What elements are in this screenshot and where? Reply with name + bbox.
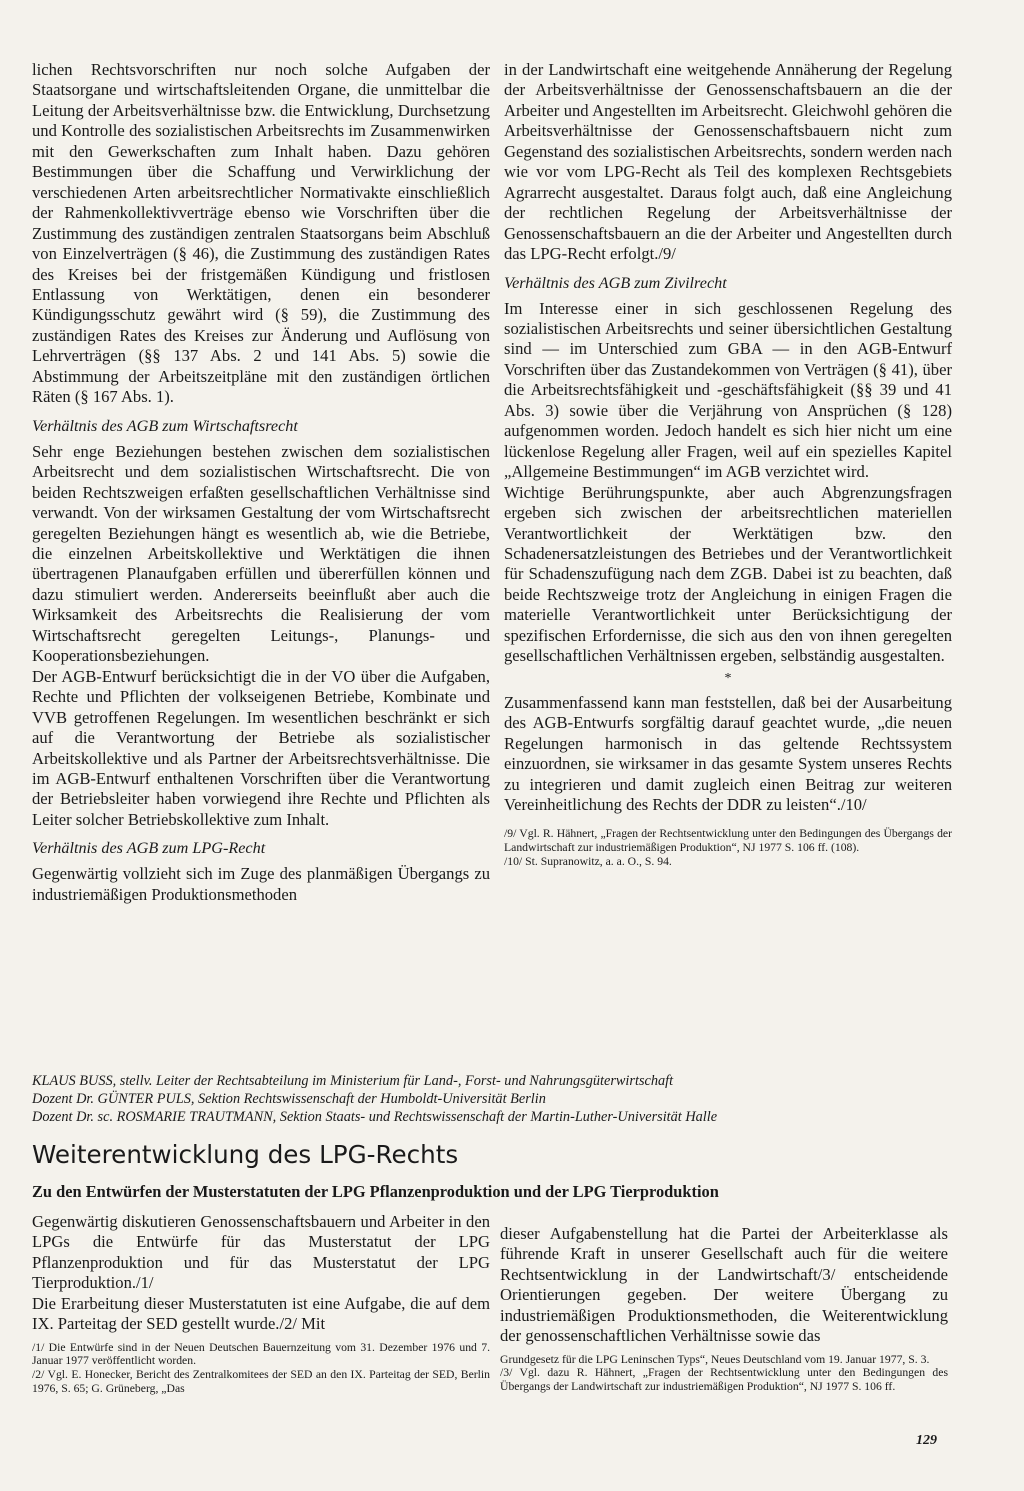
body-paragraph: in der Landwirtschaft eine weitgehende Annäherung der Regelung der Arbeitsverhältnisse der Genossenschaftsbauern an die der Arbeiter und Angestellten im Arbeitsrecht. Gleichwohl gehören die Arbeitsverhältnisse der Genossenschaftsbauern nicht zum Gegenstand des sozialistischen Arbeitsrechts, sondern werden nach wie vor vom LPG-Recht als Teil des komplexen Rechtsgebiets Agrarrecht ausgestaltet. Daraus folgt auch, daß eine Angleichung der rechtlichen Regelung der Arbeitsverhältnisse der Genossenschaftsbauern an die der Arbeiter und Angestellten durch das LPG-Recht erfolgt./9/ xyxy=(504,60,952,264)
author-line: KLAUS BUSS, stellv. Leiter der Rechtsabteilung im Ministerium für Land-, Forst- und Nahrungsgüterwirtschaft xyxy=(32,1073,674,1089)
page-number: 129 xyxy=(916,1433,937,1448)
top-right-column xyxy=(504,60,952,868)
footnote-9: /9/ Vgl. R. Hähnert, „Fragen der Rechtsentwicklung unter den Bedingungen des Übergangs der Landwirtschaft zur industriemäßigen Produktion“, NJ 1977 S. 106 ff. (108). xyxy=(504,827,952,854)
footnote-1: /1/ Die Entwürfe sind in der Neuen Deutschen Bauernzeitung vom 31. Dezember 1976 und 7. Januar 1977 veröffentlicht worden. xyxy=(32,1340,490,1368)
body-paragraph: Sehr enge Beziehungen bestehen zwischen dem sozialistischen Arbeitsrecht und dem sozialistischen Wirtschaftsrecht. Die von beiden Rechtszweigen erfaßten gesellschaftlichen Verhältnisse sind verwandt. Von der wirksamen Gestaltung der vom Wirtschaftsrecht geregelten Beziehungen hängt es wesentlich ab, wie die Betriebe, die einzelnen Arbeitskollektive und Werktätigen die ihnen übertragenen Planaufgaben erfüllen und übererfüllen können und dazu stimuliert werden. Andererseits beeinflußt aber auch die Wirksamkeit des Arbeitsrechts die Realisierung der vom Wirtschaftsrecht geregelten Leitungs-, Planungs- und Kooperationsbeziehungen. xyxy=(32,441,490,666)
article-subtitle: Zu den Entwürfen der Musterstatuten der LPG Pflanzenproduktion und der LPG Tierproduktion xyxy=(32,1182,719,1201)
body-paragraph: Gegenwärtig vollzieht sich im Zuge des planmäßigen Übergangs zu industriemäßigen Produktionsmethoden xyxy=(32,864,490,904)
article-title: Weiterentwicklung des LPG-Rechts xyxy=(32,1140,459,1169)
section-separator-star: * xyxy=(724,670,732,686)
body-paragraph: Die Erarbeitung dieser Musterstatuten ist eine Aufgabe, die auf dem IX. Parteitag der SED gestellt wurde./2/ Mit xyxy=(32,1293,490,1334)
top-left-column xyxy=(32,60,490,905)
author-line: Dozent Dr. sc. ROSMARIE TRAUTMANN, Sektion Staats- und Rechtswissenschaft der Martin-Luther-Universität Halle xyxy=(32,1109,718,1125)
footnotes xyxy=(500,1353,948,1394)
body-paragraph: Wichtige Berührungspunkte, aber auch Abgrenzungsfragen ergeben sich zwischen der arbeitsrechtlichen materiellen Verantwortlichkeit der Werktätigen bzw. den Schadenersatzleistungen des Betriebes und der Verantwortlichkeit für Schadenszufügung nach dem ZGB. Dabei ist zu beachten, daß beide Rechtszweige trotz der Angleichung in einigen Fragen die materielle Verantwortlichkeit unter Berücksichtigung der spezifischen Erfordernisse, die sich aus den von ihnen geregelten gesellschaftlichen Verhältnissen ergeben, selbständig ausgestalten. xyxy=(504,482,952,666)
section-heading-lpg-recht: Verhältnis des AGB zum LPG-Recht xyxy=(32,839,266,858)
author-list xyxy=(32,1072,992,1126)
body-paragraph: lichen Rechtsvorschriften nur noch solche Aufgaben der Staatsorgane und wirtschaftsleitenden Organe, die unmittelbar die Leitung der Arbeitsverhältnisse bzw. die Entwicklung, Durchsetzung und Kontrolle des sozialistischen Arbeitsrechts im Zusammenwirken mit den Gewerkschaften zum Inhalt haben. Dazu gehören Bestimmungen über die Schaffung und Verwirklichung der verschiedenen Arten arbeitsrechtlicher Normativakte einschließlich der Rahmenkollektivverträge ebenso wie Vorschriften über die Zustimmung des zuständigen zentralen Staatsorgans beim Abschluß von Einzelverträgen (§ 46), die Zustimmung des zuständigen Rates des Kreises bei der fristgemäßen Kündigung und fristlosen Entlassung von Werktätigen, denen ein besonderer Kündigungsschutz gewährt wird (§ 59), die Zustimmung des zuständigen Rates des Kreises zur Änderung und Auflösung von Lehrverträgen (§§ 137 Abs. 2 und 141 Abs. 5) sowie die Abstimmung der Arbeitszeitpläne mit den zuständigen örtlichen Räten (§ 167 Abs. 1). xyxy=(32,60,490,407)
footnote-2-continued: Grundgesetz für die LPG Leninschen Typs“, Neues Deutschland vom 19. Januar 1977, S. 3. xyxy=(500,1352,930,1366)
body-paragraph: Gegenwärtig diskutieren Genossenschaftsbauern und Arbeiter in den LPGs die Entwürfe für das Musterstatut der LPG Pflanzenproduktion und für das Musterstatut der LPG Tierproduktion./1/ xyxy=(32,1212,490,1293)
body-paragraph: dieser Aufgabenstellung hat die Partei der Arbeiterklasse als führende Kraft in unserer Gesellschaft auch für die weitere Rechtsentwicklung in der Landwirtschaft/3/ entscheidende Orientierungen gegeben. Der weitere Übergang zu industriemäßigen Produktionsmethoden, die Weiterentwicklung der genossenschaftlichen Verhältnisse sowie das xyxy=(500,1224,948,1346)
body-paragraph: Im Interesse einer in sich geschlossenen Regelung des sozialistischen Arbeitsrechts und seiner übersichtlichen Gestaltung sind — im Unterschied zum GBA — in den AGB-Entwurf Vorschriften über das Zustandekommen von Verträgen (§ 41), über die Arbeitsrechtsfähigkeit und -geschäftsfähigkeit (§§ 39 und 41 Abs. 3) sowie über die Verjährung von Ansprüchen (§ 128) aufgenommen worden. Jedoch handelt es sich hier nicht um eine lückenlose Regelung aller Fragen, weil auf ein spezielles Kapitel „Allgemeine Bestimmungen“ im AGB verzichtet wird. xyxy=(504,298,952,482)
section-heading-wirtschaftsrecht: Verhältnis des AGB zum Wirtschaftsrecht xyxy=(32,416,298,435)
article-right-column xyxy=(500,1224,948,1394)
article-left-column xyxy=(32,1212,490,1395)
footnotes xyxy=(504,827,952,868)
footnotes xyxy=(32,1341,490,1395)
body-paragraph: Zusammenfassend kann man feststellen, daß bei der Ausarbeitung des AGB-Entwurfs sorgfältig darauf geachtet wurde, „die neuen Regelungen harmonisch in das geltende Rechtssystem einzuordnen, sie wirksamer in das gesamte System unseres Rechts zu integrieren und damit zugleich einen Beitrag zur weiteren Vereinheitlichung des Rechts der DDR zu leisten“./10/ xyxy=(504,692,952,814)
footnote-10: /10/ St. Supranowitz, a. a. O., S. 94. xyxy=(504,854,672,868)
section-heading-zivilrecht: Verhältnis des AGB zum Zivilrecht xyxy=(504,273,727,292)
footnote-2: /2/ Vgl. E. Honecker, Bericht des Zentralkomitees der SED an den IX. Parteitag der SED, Berlin 1976, S. 65; G. Grüneberg, „Das xyxy=(32,1367,490,1395)
author-line: Dozent Dr. GÜNTER PULS, Sektion Rechtswissenschaft der Humboldt-Universität Berlin xyxy=(32,1091,546,1107)
footnote-3: /3/ Vgl. dazu R. Hähnert, „Fragen der Rechtsentwicklung unter den Bedingungen des Übergangs der Landwirtschaft zur industriemäßigen Produktion“, NJ 1977 S. 106 ff. xyxy=(500,1366,948,1393)
body-paragraph: Der AGB-Entwurf berücksichtigt die in der VO über die Aufgaben, Rechte und Pflichten der volkseigenen Betriebe, Kombinate und VVB getroffenen Regelungen. Im wesentlichen beschränkt er sich auf die Verantwortung der Betriebe als sozialistischer Arbeitskollektive und als Partner der Arbeitsrechtsverhältnisse. Die im AGB-Entwurf enthaltenen Vorschriften über die Verantwortung der Betriebsleiter haben vorwiegend ihre Rechte und Pflichten als Leiter solcher Betriebskollektive zum Inhalt. xyxy=(32,666,490,829)
